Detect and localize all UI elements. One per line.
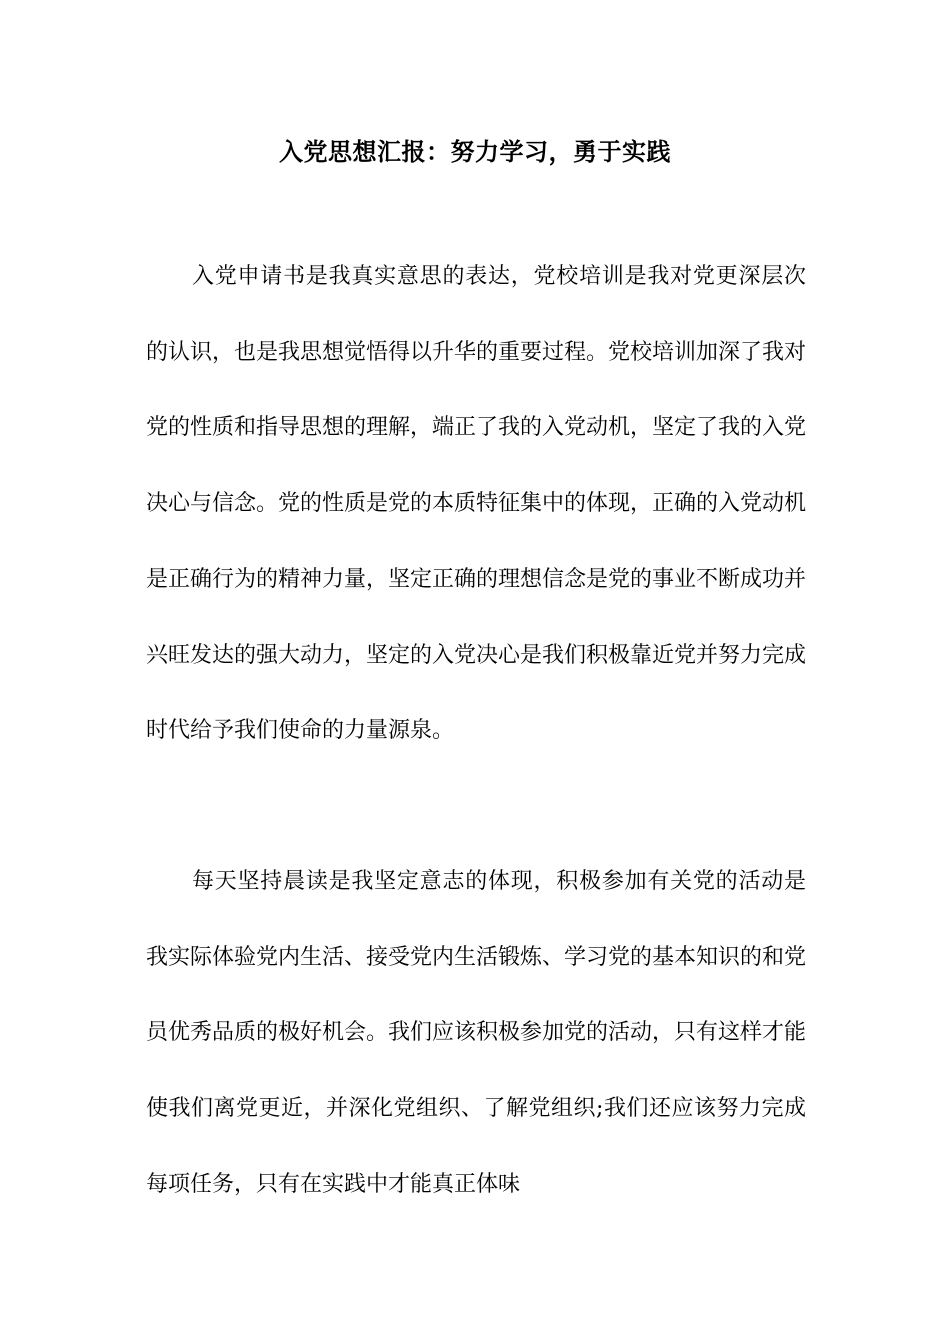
paragraph-1: 入党申请书是我真实意思的表达，党校培训是我对党更深层次的认识，也是我思想觉悟得以升华的重要过程。党校培训加深了我对党的性质和指导思想的理解，端正了我的入党动机，坚定了我的入党决心与信念。党的性质是党的本质特征集中的体现，正确的入党动机是正确行为的精神力量，坚定正确的理想信念是党的事业不断成功并兴旺发达的强大动力，坚定的入党决心是我们积极靠近党并努力完成时代给予我们使命的力量源泉。	[146, 264, 807, 744]
paragraph-2: 每天坚持晨读是我坚定意志的体现，积极参加有关党的活动是我实际体验党内生活、接受党内生活锻炼、学习党的基本知识的和党员优秀品质的极好机会。我们应该积极参加党的活动，只有这样才能使我们离党更近，并深化党组织、了解党组织;我们还应该努力完成每项任务，只有在实践中才能真正体味	[146, 869, 807, 1197]
document-title: 入党思想汇报：努力学习，勇于实践	[279, 137, 671, 166]
